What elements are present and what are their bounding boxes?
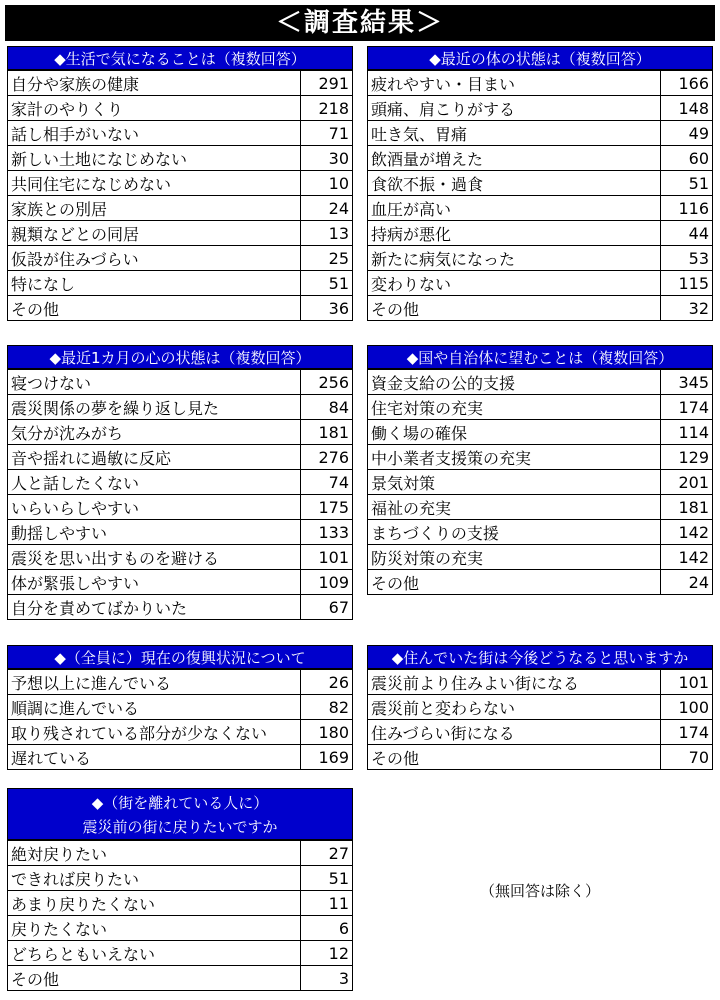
row-count: 148: [661, 96, 713, 121]
block-header-line2: 震災前の街に戻りたいですか: [82, 818, 278, 836]
row-label: 震災関係の夢を繰り返し見た: [8, 395, 301, 420]
page-title: ＜調査結果＞: [5, 5, 715, 41]
survey-block-recovery-status: [7, 645, 353, 770]
row-count: 36: [301, 296, 353, 321]
row-label: 防災対策の充実: [368, 545, 661, 570]
row-label: 自分や家族の健康: [8, 71, 301, 96]
table-row: [368, 246, 713, 271]
row-count: 101: [301, 545, 353, 570]
table-row: [8, 916, 353, 941]
row-count: 174: [661, 720, 713, 745]
table-row: [8, 841, 353, 866]
row-label: 共同住宅になじめない: [8, 171, 301, 196]
row-count: 27: [301, 841, 353, 866]
table-row: [8, 221, 353, 246]
row-count: 169: [301, 745, 353, 770]
block-header: ◆最近1カ月の心の状態は（複数回答）: [7, 345, 353, 369]
table-row: [8, 545, 353, 570]
table-row: [368, 420, 713, 445]
row-count: 181: [661, 495, 713, 520]
row-label: その他: [368, 296, 661, 321]
row-count: 67: [301, 595, 353, 620]
row-count: 74: [301, 470, 353, 495]
table-row: [8, 745, 353, 770]
row-count: 26: [301, 670, 353, 695]
row-label: 新たに病気になった: [368, 246, 661, 271]
row-label: 遅れている: [8, 745, 301, 770]
row-label: できれば戻りたい: [8, 866, 301, 891]
table-row: [368, 570, 713, 595]
table-row: [368, 71, 713, 96]
row-count: 10: [301, 171, 353, 196]
row-count: 53: [661, 246, 713, 271]
row-label: 順調に進んでいる: [8, 695, 301, 720]
row-label: いらいらしやすい: [8, 495, 301, 520]
row-count: 345: [661, 370, 713, 395]
table-row: [368, 171, 713, 196]
row-count: 175: [301, 495, 353, 520]
row-label: 中小業者支援策の充実: [368, 445, 661, 470]
row-label: 震災前と変わらない: [368, 695, 661, 720]
table-row: [8, 891, 353, 916]
row-label: 取り残されている部分が少なくない: [8, 720, 301, 745]
row-label: 食欲不振・過食: [368, 171, 661, 196]
row-label: 予想以上に進んでいる: [8, 670, 301, 695]
row-label: その他: [8, 296, 301, 321]
row-count: 142: [661, 520, 713, 545]
table-row: [368, 146, 713, 171]
row-label: 仮設が住みづらい: [8, 246, 301, 271]
row-label: 血圧が高い: [368, 196, 661, 221]
table-row: [368, 720, 713, 745]
table-row: [368, 296, 713, 321]
row-count: 166: [661, 71, 713, 96]
row-label: 資金支給の公的支援: [368, 370, 661, 395]
row-count: 3: [301, 966, 353, 991]
table-row: [368, 495, 713, 520]
table-row: [8, 146, 353, 171]
survey-block-mental-state: [7, 345, 353, 620]
block-header: ◆住んでいた街は今後どうなると思いますか: [367, 645, 713, 669]
row-count: 114: [661, 420, 713, 445]
result-table: [7, 840, 353, 991]
block-header: ◆国や自治体に望むことは（複数回答）: [367, 345, 713, 369]
row-label: 疲れやすい・目まい: [368, 71, 661, 96]
table-row: [8, 595, 353, 620]
row-count: 129: [661, 445, 713, 470]
survey-block-government-requests: [367, 345, 713, 595]
row-count: 13: [301, 221, 353, 246]
row-label: 福祉の充実: [368, 495, 661, 520]
row-count: 115: [661, 271, 713, 296]
row-count: 30: [301, 146, 353, 171]
table-row: [368, 445, 713, 470]
table-row: [8, 395, 353, 420]
result-table: [367, 669, 713, 770]
table-row: [8, 121, 353, 146]
table-row: [368, 520, 713, 545]
row-count: 51: [661, 171, 713, 196]
row-label: 寝つけない: [8, 370, 301, 395]
row-label: 住みづらい街になる: [368, 720, 661, 745]
row-label: 頭痛、肩こりがする: [368, 96, 661, 121]
table-row: [8, 370, 353, 395]
table-row: [8, 445, 353, 470]
table-row: [368, 271, 713, 296]
row-count: 218: [301, 96, 353, 121]
table-row: [368, 745, 713, 770]
row-label: 動揺しやすい: [8, 520, 301, 545]
row-label: どちらともいえない: [8, 941, 301, 966]
result-table: [367, 70, 713, 321]
row-label: 震災前より住みよい街になる: [368, 670, 661, 695]
row-label: 気分が沈みがち: [8, 420, 301, 445]
table-row: [8, 271, 353, 296]
row-label: 震災を思い出すものを避ける: [8, 545, 301, 570]
row-count: 60: [661, 146, 713, 171]
table-row: [368, 221, 713, 246]
row-count: 24: [301, 196, 353, 221]
row-label: 戻りたくない: [8, 916, 301, 941]
row-label: 音や揺れに過敏に反応: [8, 445, 301, 470]
row-count: 256: [301, 370, 353, 395]
row-count: 276: [301, 445, 353, 470]
block-header-line1: ◆（街を離れている人に）: [91, 794, 269, 812]
row-count: 51: [301, 866, 353, 891]
footnote: （無回答は除く）: [480, 882, 601, 900]
table-row: [8, 966, 353, 991]
table-row: [368, 96, 713, 121]
table-row: [8, 420, 353, 445]
row-count: 25: [301, 246, 353, 271]
row-count: 51: [301, 271, 353, 296]
row-label: 特になし: [8, 271, 301, 296]
table-row: [8, 96, 353, 121]
table-row: [368, 695, 713, 720]
result-table: [7, 369, 353, 620]
table-row: [8, 296, 353, 321]
row-count: 70: [661, 745, 713, 770]
row-label: その他: [368, 745, 661, 770]
table-row: [8, 71, 353, 96]
row-count: 109: [301, 570, 353, 595]
row-label: 親類などとの同居: [8, 221, 301, 246]
row-label: 話し相手がいない: [8, 121, 301, 146]
row-label: 家族との別居: [8, 196, 301, 221]
result-table: [7, 70, 353, 321]
row-count: 71: [301, 121, 353, 146]
table-row: [8, 470, 353, 495]
table-row: [8, 520, 353, 545]
table-row: [368, 196, 713, 221]
row-count: 12: [301, 941, 353, 966]
survey-block-return-wish: [7, 788, 353, 991]
block-header: ◆（全員に）現在の復興状況について: [7, 645, 353, 669]
survey-block-town-future: [367, 645, 713, 770]
table-row: [8, 941, 353, 966]
row-label: 変わりない: [368, 271, 661, 296]
block-header: [7, 788, 353, 840]
table-row: [368, 121, 713, 146]
row-label: 働く場の確保: [368, 420, 661, 445]
row-label: 吐き気、胃痛: [368, 121, 661, 146]
row-label: まちづくりの支援: [368, 520, 661, 545]
table-row: [8, 866, 353, 891]
row-label: 景気対策: [368, 470, 661, 495]
row-count: 6: [301, 916, 353, 941]
row-label: あまり戻りたくない: [8, 891, 301, 916]
row-count: 116: [661, 196, 713, 221]
row-count: 133: [301, 520, 353, 545]
row-count: 11: [301, 891, 353, 916]
row-label: 人と話したくない: [8, 470, 301, 495]
row-count: 201: [661, 470, 713, 495]
table-row: [368, 370, 713, 395]
row-count: 24: [661, 570, 713, 595]
row-label: 飲酒量が増えた: [368, 146, 661, 171]
survey-block-life-concerns: [7, 46, 353, 321]
survey-block-body-condition: [367, 46, 713, 321]
table-row: [8, 670, 353, 695]
table-row: [8, 495, 353, 520]
row-count: 44: [661, 221, 713, 246]
row-count: 100: [661, 695, 713, 720]
row-count: 174: [661, 395, 713, 420]
table-row: [8, 720, 353, 745]
row-count: 49: [661, 121, 713, 146]
result-table: [7, 669, 353, 770]
table-row: [8, 246, 353, 271]
row-label: 絶対戻りたい: [8, 841, 301, 866]
row-label: その他: [8, 966, 301, 991]
table-row: [8, 196, 353, 221]
row-label: その他: [368, 570, 661, 595]
row-label: 新しい土地になじめない: [8, 146, 301, 171]
table-row: [8, 695, 353, 720]
table-row: [368, 395, 713, 420]
result-table: [367, 369, 713, 595]
row-count: 84: [301, 395, 353, 420]
row-label: 家計のやりくり: [8, 96, 301, 121]
row-label: 体が緊張しやすい: [8, 570, 301, 595]
row-label: 住宅対策の充実: [368, 395, 661, 420]
table-row: [8, 171, 353, 196]
block-header: ◆最近の体の状態は（複数回答）: [367, 46, 713, 70]
row-label: 持病が悪化: [368, 221, 661, 246]
row-label: 自分を責めてばかりいた: [8, 595, 301, 620]
table-row: [368, 470, 713, 495]
row-count: 181: [301, 420, 353, 445]
table-row: [8, 570, 353, 595]
row-count: 291: [301, 71, 353, 96]
block-header: ◆生活で気になることは（複数回答）: [7, 46, 353, 70]
row-count: 180: [301, 720, 353, 745]
row-count: 101: [661, 670, 713, 695]
row-count: 82: [301, 695, 353, 720]
table-row: [368, 545, 713, 570]
row-count: 32: [661, 296, 713, 321]
table-row: [368, 670, 713, 695]
row-count: 142: [661, 545, 713, 570]
